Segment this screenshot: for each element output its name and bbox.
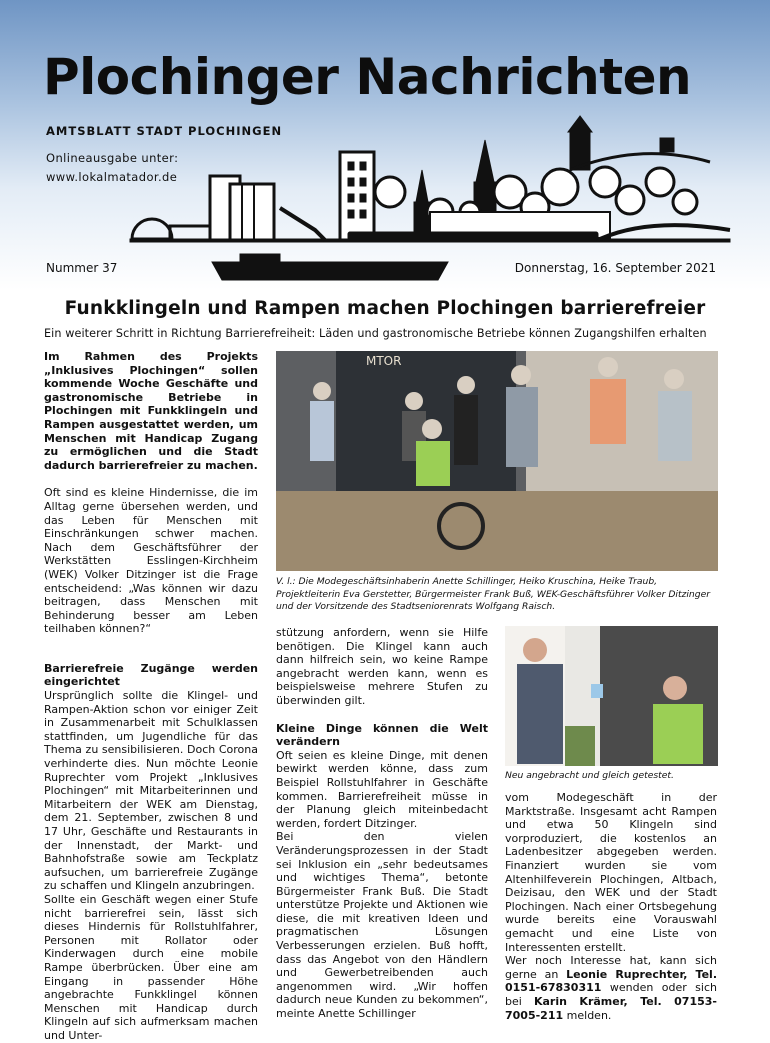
article-paragraph: Sollte ein Geschäft wegen einer Stufe nicht barrierefrei sein, lässt sich dieses Hindernis für Rollstuhlfahrer, Personen mit Rollator oder Kinderwagen durch eine mobile Rampe überbrücken. Über eine am Eingang in passender Höhe angebrachte Funkklingel können Menschen mit Handicap durch Klingeln auf sich aufmerksam machen und Unter-: [44, 892, 258, 1042]
contact-text: Wer noch Interesse hat, kann sich gerne an: [505, 954, 717, 981]
group-photo: [276, 351, 718, 571]
article-paragraph: Bei den vielen Veränderungsprozessen in der Stadt sei Inklusion ein „sehr bedeutsames und wichtiges Thema“, betonte Bürgermeister Frank Buß. Die Stadt unterstütze Projekte und Aktionen wie diese, die mit kreativen Ideen und pragmatischen Lösungen Verbesserungen erzielen. Buß hofft, dass das Angebot von den Händlern und Gewerbetreibenden auch angenommen wird. „Wir hoffen dadurch neue Kunden zu bekommen“, meinte Anette Schillinger: [276, 830, 488, 1021]
column-3: [505, 791, 717, 1022]
doorbell-photo: [505, 626, 718, 766]
column-1: [44, 350, 258, 1043]
article-paragraph: Ursprünglich sollte die Klingel- und Rampen-Aktion schon vor einiger Zeit in Zusammenarbeit mit Schulklassen stattfinden, um Jugendliche für das Thema zu sensibilisieren. Doch Corona verhinderte dies. Nun möchte Leonie Ruprechter vom Projekt „Inklusives Plochingen“ mit Mitarbeiterinnen und Mitarbeitern der WEK am Dienstag, dem 21. September, zwischen 8 und 17 Uhr, Geschäfte und Restaurants in der Innenstadt, der Markt- und Bahnhofstraße sowie am Teckplatz aufsuchen, um barrierefreie Zugänge zu schaffen und Klingeln anzubringen.: [44, 689, 258, 893]
article-paragraph: Oft sind es kleine Hindernisse, die im Alltag gerne übersehen werden, und das Leben für Menschen mit Einschränkungen schwer machen. Nach dem Geschäftsführer der Werkstätten Esslingen-Kirchheim (WEK) Volker Ditzinger ist die Frage entscheidend: „Was können wir dazu beitragen, dass Menschen mit Behinderung besser am Leben teilhaben können?“: [44, 486, 258, 636]
article-paragraph: Oft seien es kleine Dinge, mit denen bewirkt werden könne, dass zum Beispiel Rollstuhlfahrer in Geschäfte kommen. Barrierefreiheit müsse in der Planung gleich miteinbedacht werden, fordert Ditzinger.: [276, 748, 488, 830]
section-heading: Kleine Dinge können die Welt verändern: [276, 721, 488, 749]
contact-paragraph: [505, 954, 717, 1022]
issue-date: Donnerstag, 16. September 2021: [514, 261, 716, 275]
column-2: [276, 626, 488, 1021]
newspaper-subtitle: AMTSBLATT STADT PLOCHINGEN: [46, 124, 283, 138]
newspaper-title: Plochinger Nachrichten: [43, 48, 692, 106]
contact-text: melden.: [563, 1008, 612, 1022]
shop-sign: MTOR: [366, 354, 402, 368]
photo-caption: Neu angebracht und gleich getestet.: [505, 770, 674, 781]
article-headline: Funkklingeln und Rampen machen Plochingen barrierefreier: [64, 298, 706, 319]
article-paragraph: stützung anfordern, wenn sie Hilfe benötigen. Die Klingel kann auch dann hilfreich sein, wo keine Rampe angebracht werden kann, wenn es beispielsweise mehrere Stufen zu überwinden gilt.: [276, 626, 488, 707]
article-paragraph: vom Modegeschäft in der Marktstraße. Insgesamt acht Rampen und etwa 50 Klingeln sind vorproduziert, die kostenlos an Ladenbesitzer abgegeben werden. Finanziert wurden sie vom Altenhilfeverein Plochingen, Altbach, Deizisau, den WEK und der Stadt Plochingen. Nach einer Ortsbegehung wurde bereits eine Vorauswahl gemacht und eine Liste von Interessenten erstellt.: [505, 791, 717, 954]
article-subheadline: Ein weiterer Schritt in Richtung Barrierefreiheit: Läden und gastronomische Betriebe können Zugangshilfen erhalten: [44, 327, 707, 340]
section-heading: Barrierefreie Zugänge werden eingerichtet: [44, 661, 258, 689]
contact-karin: Karin Krämer, Tel. 07153-7005-211: [505, 994, 717, 1022]
photo-caption: V. l.: Die Modegeschäftsinhaberin Anette Schillinger, Heiko Kruschina, Heike Traub, Projektleiterin Eva Gerstetter, Bürgermeister Frank Buß, WEK-Geschäftsführer Volker Ditzinger und der Vorsitzende des Stadtseniorenrats Wolfgang Raisch.: [276, 576, 711, 612]
contact-text: wenden oder sich bei: [505, 981, 717, 1008]
article-lead: Im Rahmen des Projekts „Inklusives Plochingen“ sollen kommende Woche Geschäfte und gastronomische Betriebe in Plochingen mit Funkklingeln und Rampen ausgestattet werden, um Menschen mit Handicap Zugang zu ermöglichen und die Stadt dadurch barrierefreier zu machen.: [44, 350, 258, 472]
contact-leonie: Leonie Ruprechter, Tel. 0151-67830311: [505, 967, 717, 995]
issue-number: Nummer 37: [46, 261, 118, 275]
online-label: Onlineausgabe unter:: [46, 151, 179, 165]
masthead: [0, 0, 770, 290]
online-url[interactable]: www.lokalmatador.de: [46, 170, 178, 184]
